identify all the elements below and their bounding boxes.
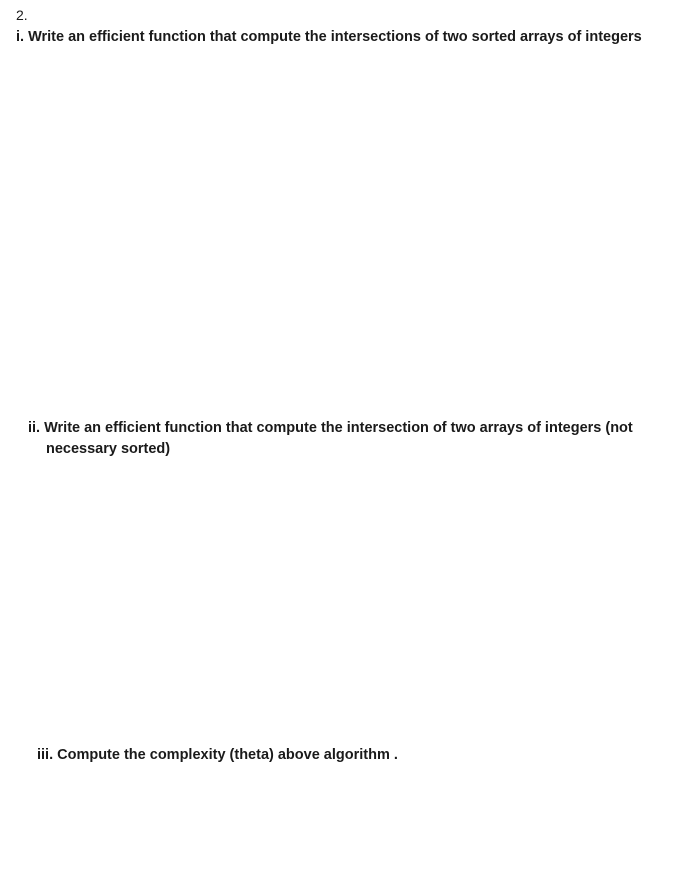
- part-ii-text-line2: necessary sorted): [46, 441, 171, 457]
- part-iii-marker: iii.: [37, 747, 54, 763]
- part-i-marker: i.: [16, 29, 25, 45]
- part-ii-marker: ii.: [28, 420, 41, 436]
- part-iii-text: Compute the complexity (theta) above algorithm .: [57, 747, 398, 763]
- question-part-ii: [28, 418, 633, 460]
- question-part-iii: [37, 745, 398, 766]
- part-i-text: Write an efficient function that compute the intersections of two sorted arrays of integers: [28, 29, 642, 45]
- question-number: 2.: [16, 7, 28, 23]
- part-ii-text-line1: Write an efficient function that compute the intersection of two arrays of integers (not: [44, 420, 633, 436]
- question-part-i: [16, 27, 642, 48]
